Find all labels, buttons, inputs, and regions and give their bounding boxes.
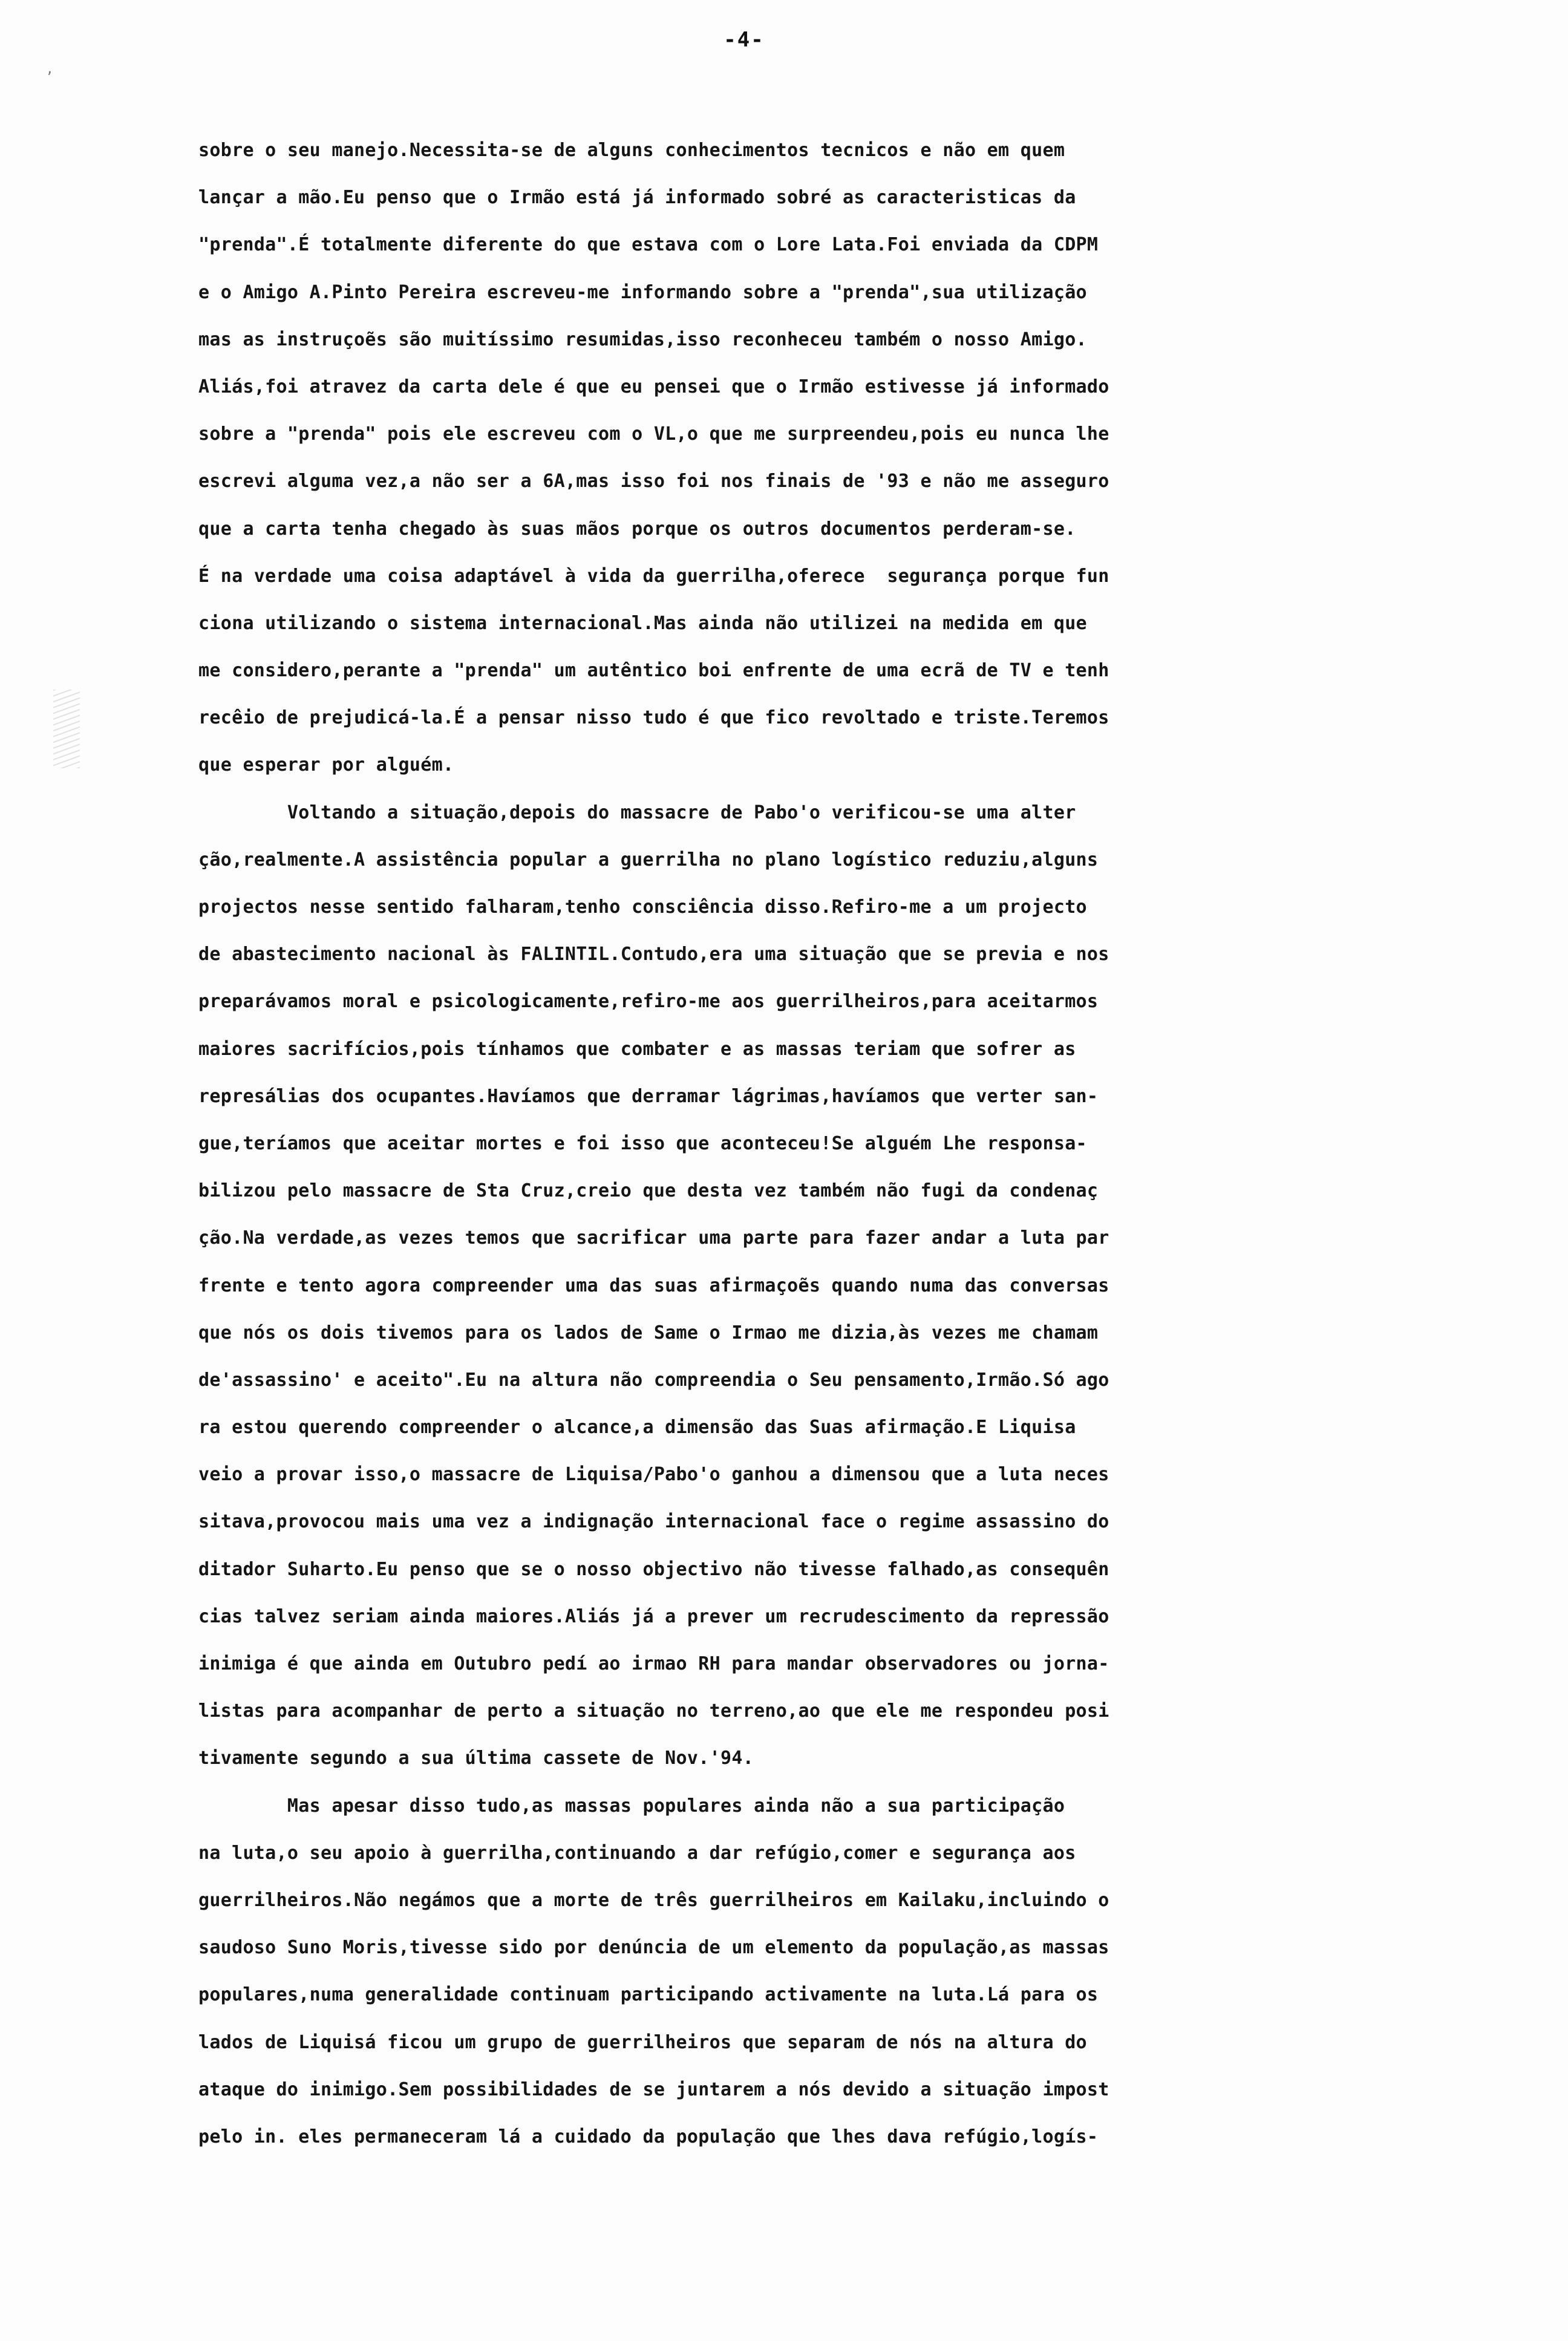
- text-line: listas para acompanhar de perto a situação no terreno,ao que ele me respondeu posi: [198, 1700, 1109, 1722]
- text-line: guerrilheiros.Não negámos que a morte de três guerrilheiros em Kailaku,incluindo o: [198, 1889, 1109, 1911]
- text-line: cias talvez seriam ainda maiores.Aliás já a prever um recrudescimento da repressão: [198, 1605, 1109, 1627]
- text-line: na luta,o seu apoio à guerrilha,continuando a dar refúgio,comer e segurança aos: [198, 1842, 1076, 1864]
- text-line: populares,numa generalidade continuam participando activamente na luta.Lá para os: [198, 1984, 1099, 2006]
- text-line: bilizou pelo massacre de Sta Cruz,creio que desta vez também não fugi da condenaç: [198, 1180, 1099, 1202]
- text-line: ção.Na verdade,as vezes temos que sacrificar uma parte para fazer andar a luta par: [198, 1227, 1109, 1249]
- text-line: lançar a mão.Eu penso que o Irmão está já informado sobré as caracteristicas da: [198, 187, 1076, 209]
- stray-mark: ,: [47, 59, 53, 77]
- text-line: gue,teríamos que aceitar mortes e foi isso que aconteceu!Se alguém Lhe responsa-: [198, 1132, 1087, 1154]
- text-line: de abastecimento nacional às FALINTIL.Contudo,era uma situação que se previa e nos: [198, 944, 1109, 965]
- paragraph: [198, 127, 1426, 789]
- text-line: ra estou querendo compreender o alcance,a dimensão das Suas afirmação.E Liquisa: [198, 1417, 1076, 1438]
- text-line: represálias dos ocupantes.Havíamos que derramar lágrimas,havíamos que verter san-: [198, 1085, 1099, 1107]
- text-line: ciona utilizando o sistema internacional.Mas ainda não utilizei na medida em que: [198, 612, 1087, 634]
- text-line: sobre o seu manejo.Necessita-se de alguns conhecimentos tecnicos e não em quem: [198, 140, 1065, 161]
- text-line: tivamente segundo a sua última cassete de Nov.'94.: [198, 1748, 754, 1769]
- text-line: "prenda".É totalmente diferente do que estava com o Lore Lata.Foi enviada da CDPM: [198, 234, 1099, 256]
- text-line: ditador Suharto.Eu penso que se o nosso objectivo não tivesse falhado,as consequên: [198, 1558, 1109, 1580]
- text-line: que a carta tenha chegado às suas mãos porque os outros documentos perderam-se.: [198, 518, 1076, 540]
- text-line: Mas apesar disso tudo,as massas populares ainda não a sua participação: [198, 1795, 1065, 1817]
- text-line: inimiga é que ainda em Outubro pedí ao irmao RH para mandar observadores ou jorna-: [198, 1653, 1109, 1674]
- text-line: preparávamos moral e psicologicamente,refiro-me aos guerrilheiros,para aceitarmos: [198, 991, 1099, 1013]
- text-line: pelo in. eles permaneceram lá a cuidado da população que lhes dava refúgio,logís-: [198, 2126, 1099, 2147]
- text-line: ção,realmente.A assistência popular a guerrilha no plano logístico reduziu,alguns: [198, 849, 1099, 870]
- text-line: que esperar por alguém.: [198, 754, 454, 776]
- text-line: recêio de prejudicá-la.É a pensar nisso tudo é que fico revoltado e triste.Teremos: [198, 707, 1109, 729]
- text-line: lados de Liquisá ficou um grupo de guerrilheiros que separam de nós na altura do: [198, 2031, 1087, 2053]
- paragraph: [198, 1783, 1426, 2161]
- text-line: ataque do inimigo.Sem possibilidades de se juntarem a nós devido a situação impost: [198, 2078, 1109, 2100]
- text-line: frente e tento agora compreender uma das suas afirmaçoẽs quando numa das conversas: [198, 1275, 1109, 1296]
- text-line: escrevi alguma vez,a não ser a 6A,mas isso foi nos finais de '93 e não me asseguro: [198, 471, 1109, 492]
- page-number: -4-: [724, 28, 765, 52]
- text-line: Voltando a situação,depois do massacre de Pabo'o verificou-se uma alter: [198, 802, 1076, 823]
- text-line: Aliás,foi atravez da carta dele é que eu pensei que o Irmão estivesse já informado: [198, 376, 1109, 397]
- text-line: me considero,perante a "prenda" um autêntico boi enfrente de uma ecrã de TV e tenh: [198, 660, 1109, 682]
- paragraph: [198, 789, 1426, 1783]
- text-line: projectos nesse sentido falharam,tenho consciência disso.Refiro-me a um projecto: [198, 896, 1087, 918]
- text-line: É na verdade uma coisa adaptável à vida da guerrilha,oferece segurança porque fun: [198, 565, 1109, 587]
- text-line: saudoso Suno Moris,tivesse sido por denúncia de um elemento da população,as massas: [198, 1937, 1109, 1959]
- text-line: que nós os dois tivemos para os lados de Same o Irmao me dizia,às vezes me chamam: [198, 1322, 1099, 1344]
- text-line: sobre a "prenda" pois ele escreveu com o VL,o que me surpreendeu,pois eu nunca lhe: [198, 423, 1109, 445]
- text-line: veio a provar isso,o massacre de Liquisa/Pabo'o ganhou a dimensou que a luta neces: [198, 1464, 1109, 1486]
- document-body: [198, 127, 1426, 2161]
- text-line: maiores sacrifícios,pois tínhamos que combater e as massas teriam que sofrer as: [198, 1038, 1076, 1060]
- scan-artifact: [53, 690, 80, 768]
- text-line: mas as instruçoẽs são muitíssimo resumidas,isso reconheceu também o nosso Amigo.: [198, 328, 1087, 350]
- text-line: de'assassino' e aceito".Eu na altura não compreendia o Seu pensamento,Irmão.Só ago: [198, 1369, 1109, 1391]
- text-line: sitava,provocou mais uma vez a indignação internacional face o regime assassino do: [198, 1511, 1109, 1533]
- text-line: e o Amigo A.Pinto Pereira escreveu-me informando sobre a "prenda",sua utilização: [198, 281, 1087, 303]
